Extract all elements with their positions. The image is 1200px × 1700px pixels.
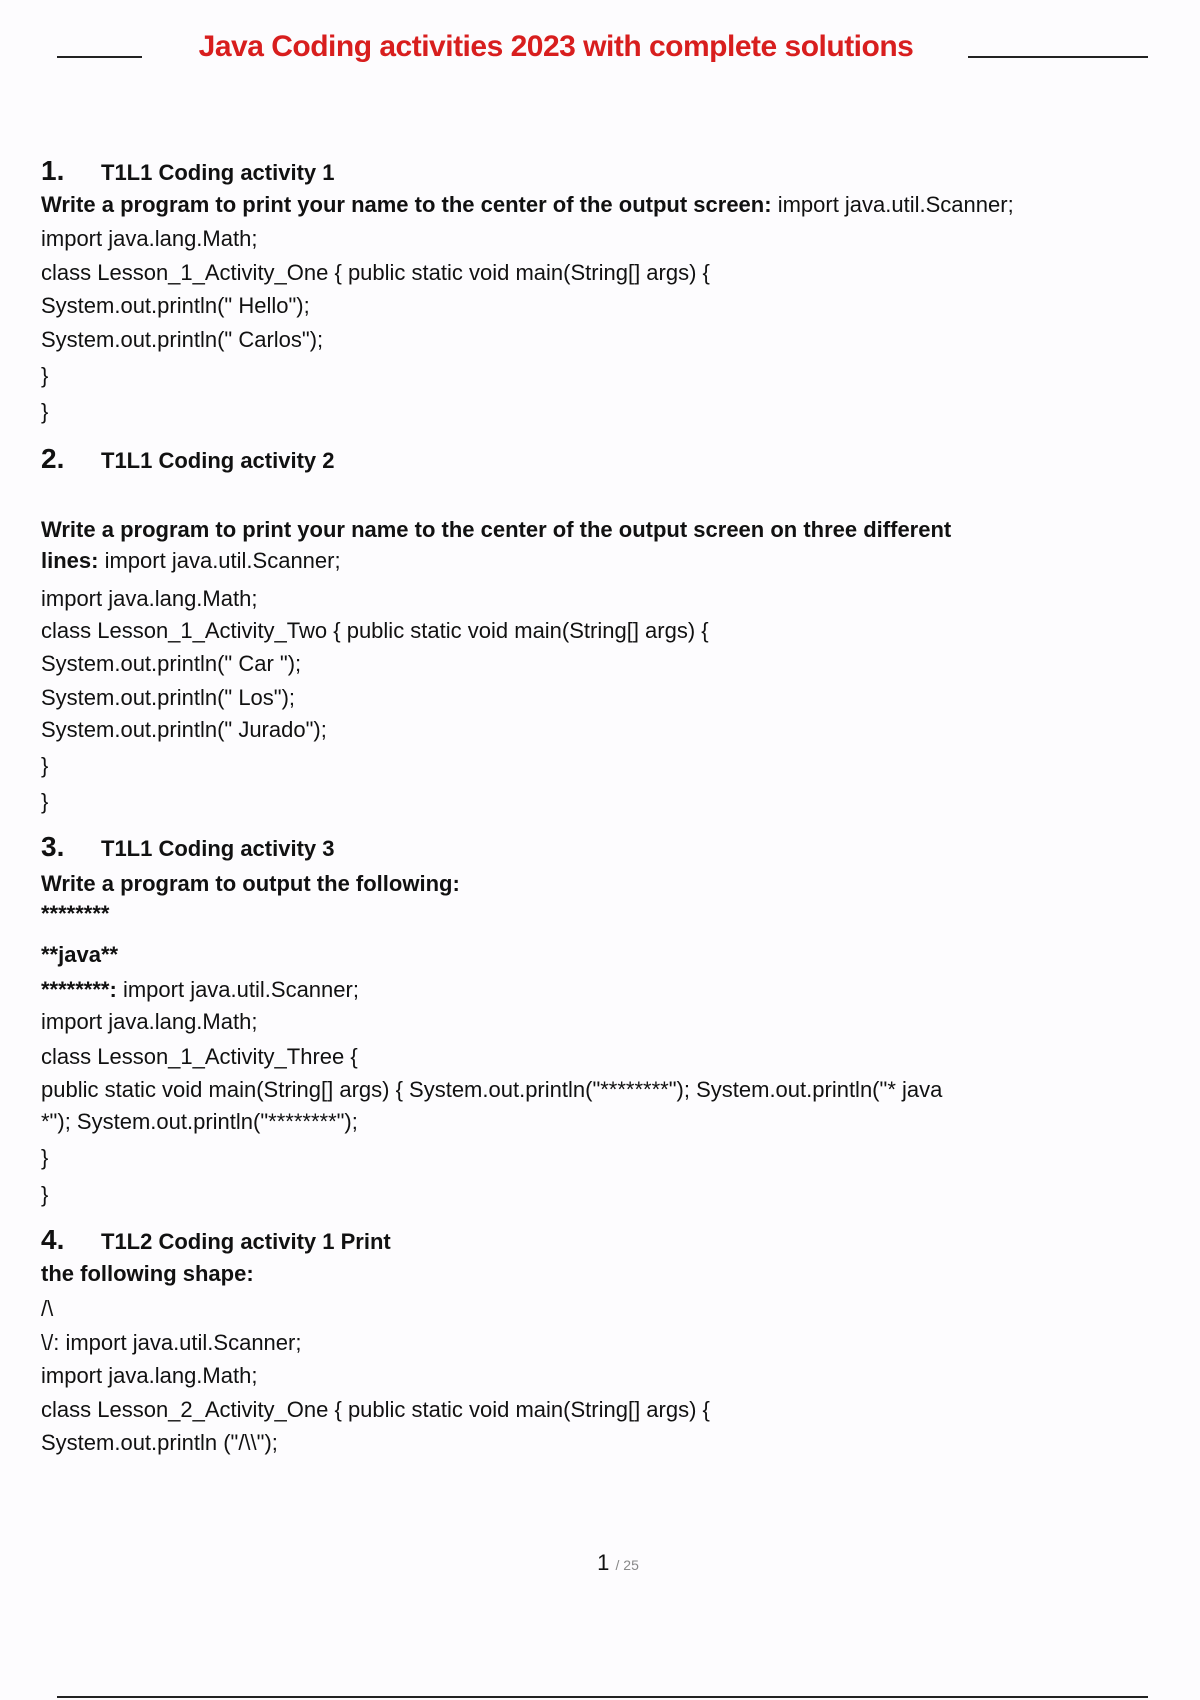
current-page: 1 bbox=[597, 1550, 610, 1575]
code-line: System.out.println ("/\\"); bbox=[41, 1430, 278, 1455]
prompt-text: /\ bbox=[41, 1296, 54, 1321]
total-pages: / 25 bbox=[615, 1557, 639, 1573]
code-line: class Lesson_1_Activity_Two { public static void main(String[] args) { bbox=[41, 618, 709, 643]
section-number: 3. bbox=[41, 831, 65, 862]
code-line: System.out.println(" Carlos"); bbox=[41, 327, 324, 352]
code-line: } bbox=[41, 363, 49, 388]
section-heading bbox=[41, 1223, 391, 1257]
prompt-text: \/: bbox=[41, 1330, 60, 1355]
code-line: *"); System.out.println("********"); bbox=[41, 1109, 358, 1134]
code-line: public static void main(String[] args) { System.out.println("********"); System.out.println("* java bbox=[41, 1077, 943, 1102]
section-line bbox=[41, 973, 359, 1007]
code-text: import java.util.Scanner; bbox=[777, 192, 1014, 217]
bottom-rule bbox=[57, 1696, 1148, 1698]
code-line: class Lesson_1_Activity_Three { bbox=[41, 1044, 358, 1069]
section-line bbox=[41, 544, 341, 578]
heading-text: T1L1 Coding activity 2 bbox=[101, 448, 335, 473]
document-title: Java Coding activities 2023 with complete solutions bbox=[198, 30, 914, 63]
prompt-text: Write a program to output the following: bbox=[41, 871, 460, 896]
section-heading bbox=[41, 442, 335, 476]
prompt-text: the following shape: bbox=[41, 1261, 254, 1286]
code-line: } bbox=[41, 789, 49, 814]
heading-text: T1L1 Coding activity 3 bbox=[101, 836, 335, 861]
prompt-text: Write a program to print your name to the center of the output screen on three different bbox=[41, 517, 952, 542]
prompt-text: **java** bbox=[41, 942, 119, 967]
code-line: import java.lang.Math; bbox=[41, 1009, 258, 1034]
section-heading bbox=[41, 830, 335, 864]
code-line: class Lesson_1_Activity_One { public static void main(String[] args) { bbox=[41, 260, 710, 285]
prompt-text: ******** bbox=[41, 901, 110, 926]
code-line: System.out.println(" Los"); bbox=[41, 685, 296, 710]
code-text: import java.util.Scanner; bbox=[65, 1330, 302, 1355]
code-text: import java.util.Scanner; bbox=[122, 977, 359, 1002]
code-line: } bbox=[41, 399, 49, 424]
code-line: System.out.println(" Car "); bbox=[41, 651, 302, 676]
heading-text: T1L1 Coding activity 1 bbox=[101, 160, 335, 185]
code-line: } bbox=[41, 1145, 49, 1170]
prompt-text: lines: bbox=[41, 548, 99, 573]
prompt-text: ********: bbox=[41, 977, 117, 1002]
section-line bbox=[41, 188, 1014, 222]
code-line: import java.lang.Math; bbox=[41, 226, 258, 251]
code-line: class Lesson_2_Activity_One { public static void main(String[] args) { bbox=[41, 1397, 710, 1422]
code-text: import java.util.Scanner; bbox=[104, 548, 341, 573]
code-line: } bbox=[41, 1182, 49, 1207]
code-line: } bbox=[41, 753, 49, 778]
section-heading bbox=[41, 154, 335, 188]
title-rule-right bbox=[968, 56, 1148, 58]
code-line: import java.lang.Math; bbox=[41, 1363, 258, 1388]
section-number: 2. bbox=[41, 443, 65, 474]
code-line: import java.lang.Math; bbox=[41, 586, 258, 611]
section-number: 4. bbox=[41, 1224, 65, 1255]
section-number: 1. bbox=[41, 155, 65, 186]
prompt-text: Write a program to print your name to the center of the output screen: bbox=[41, 192, 772, 217]
section-line bbox=[41, 1326, 301, 1360]
code-line: System.out.println(" Jurado"); bbox=[41, 717, 327, 742]
title-rule-left bbox=[57, 56, 142, 58]
code-line: System.out.println(" Hello"); bbox=[41, 293, 310, 318]
heading-text: T1L2 Coding activity 1 Print bbox=[101, 1229, 391, 1254]
page-indicator bbox=[0, 1550, 1200, 1576]
